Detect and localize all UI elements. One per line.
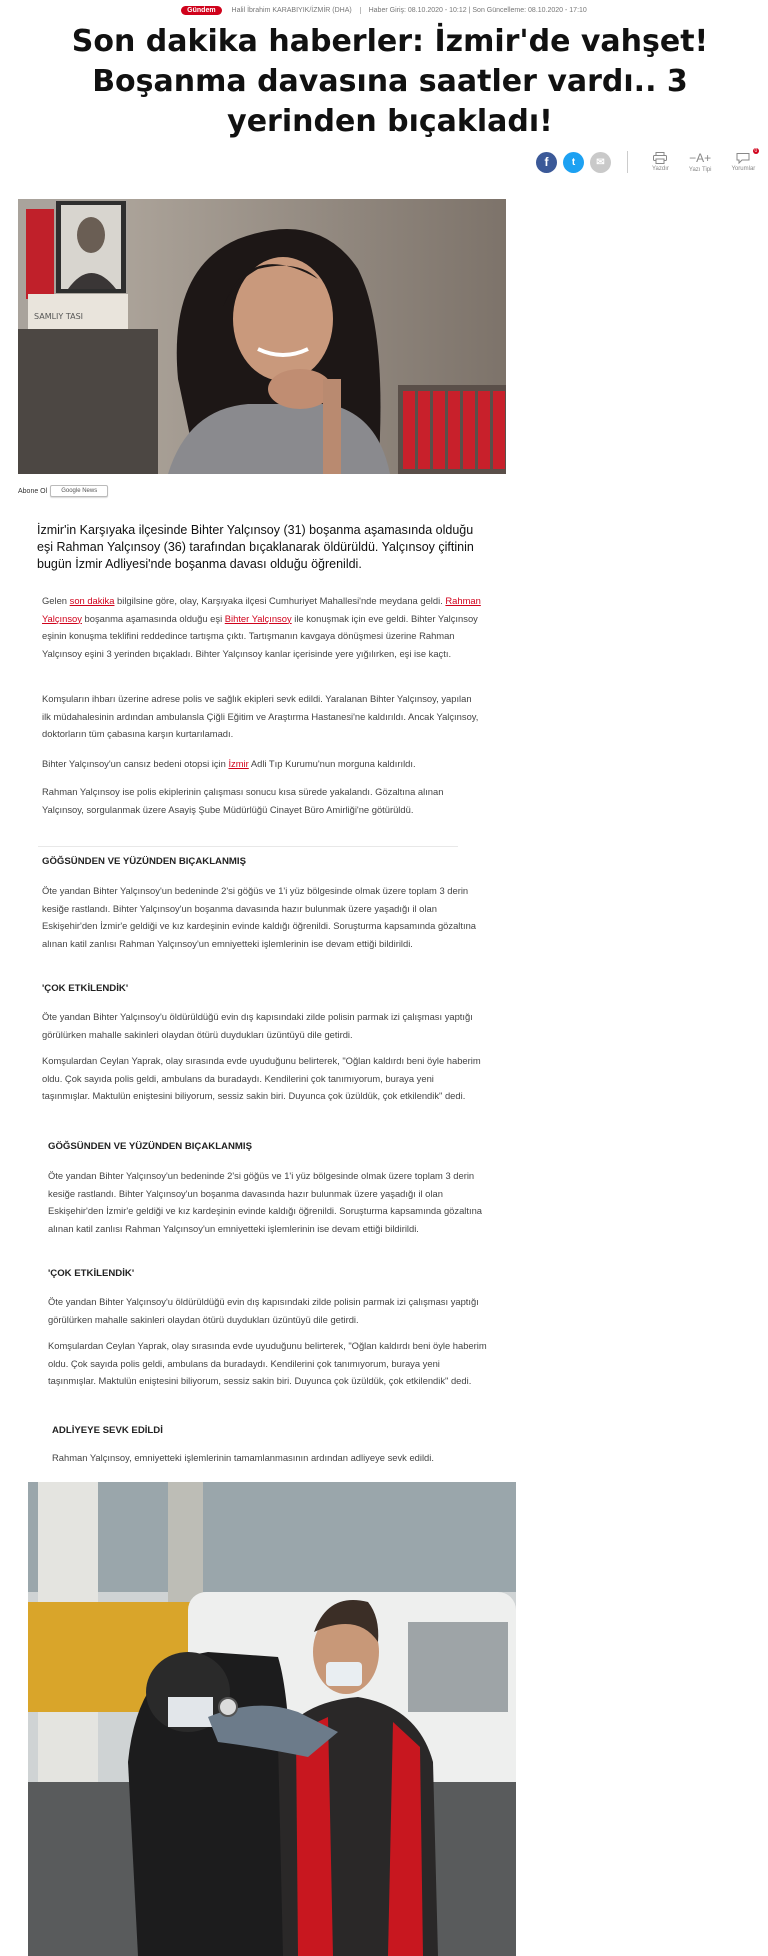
print-label: Yazdır bbox=[652, 166, 669, 172]
mail-icon: ✉ bbox=[596, 156, 605, 168]
tag-link-bihter-yalcinsoy[interactable]: Bihter Yalçınsoy bbox=[224, 612, 292, 624]
section-heading-stabbed: GÖĞSÜNDEN VE YÜZÜNDEN BIÇAKLANMIŞ bbox=[42, 856, 246, 867]
section1-paragraph-3: Komşulardan Ceylan Yaprak, olay sırasında evde uyuduğunu belirterek, "Oğlan kaldırdı beni öyle haberim oldu. Çok sayıda polis geldi, ambulans da buradaydı. Kendilerini çok tanımıyorum, buraya yeni taşınmışlar. Maktulün eniştesini biliyorum, sessiz sakin biri. Duyunca çok üzüldük, çok etkilendik" dedi. bbox=[42, 1055, 481, 1102]
body-paragraph-1: Gelen son dakika bilgilsine göre, olay, Karşıyaka ilçesi Cumhuriyet Mahallesi'nde meydana geldi. Rahman Yalçınsoy boşanma aşamasında olduğu eşi Bihter Yalçınsoy ile konuşmak için eve geldi. Bihter Yalçınsoy eşinin konuşma teklifini reddedince tartışma çıktı. Tartışmanın kavgaya dönüşmesi üzerine Rahman Yalçınsoy eşini 3 yerinden bıçakladı. Bihter Yalçınsoy kanlar içerisinde yere yığılırken, eşi ise kaçtı. bbox=[42, 595, 481, 659]
section2-paragraph-1: Öte yandan Bihter Yalçınsoy'un bedeninde 2'si göğüs ve 1'i yüz bölgesinde olmak üzere toplam 3 derin kesiğe rastlandı. Bihter Yalçınsoy'un boşanma davasında hazır bulunmak üzere yaşadığı il olan Eskişehir'den İzmir'e geldiği ve kız kardeşinin evinde kaldığı öğrenildi. Soruşturma kapsamında gözaltına alınan katil zanlısı Rahman Yalçınsoy'un emniyetteki işlemlerinin ise devam ettiği bildirildi. bbox=[48, 1170, 483, 1234]
banner-text: SAMLIY TASI bbox=[34, 312, 84, 321]
title-line-1: Son dakika haberler: İzmir'de vahşet! bbox=[71, 24, 709, 59]
toolbar-divider bbox=[627, 151, 628, 173]
font-size-icon: −A+ bbox=[689, 150, 712, 165]
comments-button[interactable] bbox=[731, 148, 758, 172]
body-paragraph-2: Komşuların ihbarı üzerine adrese polis ve sağlık ekipleri sevk edildi. Yaralanan Bihter Yalçınsoy, yapılan ilk müdahalesinin ardından ambulansla Çiğli Eğitim ve Araştırma Hastanesi'ne kaldırıldı. Ancak Yalçınsoy, doktorların tüm çabasına karşın kurtarılamadı. bbox=[42, 693, 479, 740]
title-line-2: Boşanma davasına saatler vardı.. 3 bbox=[92, 64, 688, 99]
tag-link-izmir[interactable]: İzmir bbox=[228, 758, 249, 769]
google-news-button[interactable]: Google News bbox=[50, 485, 108, 497]
section-heading-affected: 'ÇOK ETKİLENDİK' bbox=[42, 983, 129, 994]
section-heading-stabbed-2: GÖĞSÜNDEN VE YÜZÜNDEN BIÇAKLANMIŞ bbox=[48, 1141, 252, 1152]
mail-share-button[interactable] bbox=[590, 152, 611, 173]
facebook-icon: f bbox=[544, 155, 549, 169]
content-divider bbox=[38, 846, 458, 847]
section3-paragraph-1: Rahman Yalçınsoy, emniyetteki işlemlerinin tamamlanmasının ardından adliyeye sevk edildi. bbox=[52, 1452, 434, 1463]
font-size-button[interactable] bbox=[689, 152, 712, 173]
section2-paragraph-3: Komşulardan Ceylan Yaprak, olay sırasında evde uyuduğunu belirterek, "Oğlan kaldırdı beni öyle haberim oldu. Çok sayıda polis geldi, ambulans da buradaydı. Kendilerini çok tanımıyorum, buraya yeni taşınmışlar. Maktulün eniştesini biliyorum, sessiz sakin biri. Duyunca çok üzüldük, çok etkilendik" dedi. bbox=[48, 1340, 487, 1387]
published-date: Haber Giriş: 08.10.2020 - 10:12 bbox=[368, 7, 467, 14]
section1-paragraph-1: Öte yandan Bihter Yalçınsoy'un bedeninde 2'si göğüs ve 1'i yüz bölgesinde olmak üzere toplam 3 derin kesiğe rastlandı. Bihter Yalçınsoy'un boşanma davasında hazır bulunmak üzere yaşadığı il olan Eskişehir'den İzmir'e geldiği ve kız kardeşinin evinde kaldığı öğrenildi. Soruşturma kapsamında gözaltına alınan katil zanlısı Rahman Yalçınsoy'un emniyetteki işlemlerinin ise devam ettiği bildirildi. bbox=[42, 885, 477, 949]
tag-link-son-dakika[interactable]: son dakika bbox=[69, 595, 115, 606]
section-heading-affected-2: 'ÇOK ETKİLENDİK' bbox=[48, 1268, 135, 1279]
title-line-3: yerinden bıçakladı! bbox=[227, 104, 553, 139]
body-paragraph-4: Rahman Yalçınsoy ise polis ekiplerinin çalışması sonucu kısa sürede yakalandı. Gözaltına alınan Yalçınsoy, sorgulanmak üzere Asayiş Şube Müdürlüğü Cinayet Büro Amirliği'ne götürüldü. bbox=[42, 786, 444, 815]
section1-paragraph-2: Öte yandan Bihter Yalçınsoy'u öldürüldüğü evin dış kapısındaki zilde polisin parmak izi çalışması yaptığı görülürken mahalle sakinleri olaydan ötürü duydukları üzüntüyü dile getirdi. bbox=[42, 1011, 473, 1040]
section-heading-court: ADLİYEYE SEVK EDİLDİ bbox=[52, 1425, 163, 1436]
author-name[interactable]: Halil İbrahim KARABIYIK/İZMİR (DHA) bbox=[231, 7, 352, 14]
article-lead: İzmir'in Karşıyaka ilçesinde Bihter Yalçınsoy (31) boşanma aşamasında olduğu eşi Rahman Yalçınsoy (36) tarafından bıçaklanarak öldürüldü. Yalçınsoy çiftinin bugün İzmir Adliyesi'nde boşanma davası olduğu öğrenildi. bbox=[37, 523, 474, 571]
twitter-icon: t bbox=[571, 156, 576, 168]
category-badge[interactable]: Gündem bbox=[181, 6, 221, 15]
article-title bbox=[60, 22, 720, 142]
facebook-share-button[interactable] bbox=[536, 152, 557, 173]
article-main-photo bbox=[18, 199, 506, 474]
follow-label: Abone Ol bbox=[18, 487, 48, 495]
font-size-label: Yazı Tipi bbox=[688, 166, 712, 173]
section2-paragraph-2: Öte yandan Bihter Yalçınsoy'u öldürüldüğü evin dış kapısındaki zilde polisin parmak izi çalışması yaptığı görülürken mahalle sakinleri olaydan ötürü duydukları üzüntüyü dile getirdi. bbox=[48, 1296, 479, 1325]
twitter-share-button[interactable] bbox=[563, 152, 584, 173]
follow-bar bbox=[18, 485, 108, 497]
printer-icon bbox=[653, 152, 667, 164]
comments-count-badge: 0 bbox=[754, 148, 758, 154]
updated-date: Son Güncelleme: 08.10.2020 - 17:10 bbox=[472, 7, 587, 14]
body-paragraph-3: Bihter Yalçınsoy'un cansız bedeni otopsi için İzmir Adli Tıp Kurumu'nun morguna kaldırıldı. bbox=[42, 758, 416, 769]
print-button[interactable] bbox=[652, 152, 669, 172]
meta-divider bbox=[360, 7, 361, 14]
comment-icon bbox=[736, 152, 750, 164]
comments-label: Yorumlar bbox=[731, 166, 756, 172]
article-second-photo bbox=[28, 1482, 516, 1956]
article-meta: Gündem Halil İbrahim KARABIYIK/İZMİR (DHA) Haber Giriş: 08.10.2020 - 10:12 | Son Güncelleme: 08.10.2020 - 17:10 bbox=[0, 6, 768, 15]
tag-link-rahman-yalcinsoy[interactable]: Rahman Yalçınsoy bbox=[42, 595, 481, 624]
share-toolbar bbox=[536, 150, 765, 174]
